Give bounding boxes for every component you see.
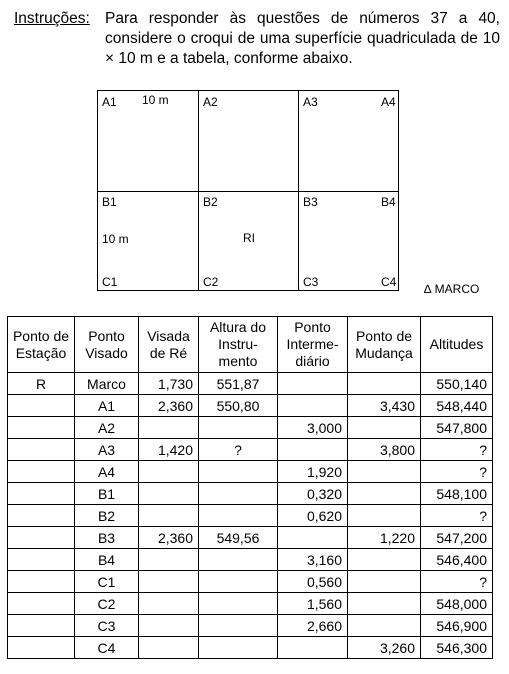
point-a4: A4 [381,95,396,109]
intermediario-cell: 0,320 [278,483,348,505]
visada-re-cell: 1,420 [139,439,199,461]
table-row [8,461,493,483]
altitude-cell: ? [421,461,493,483]
mudanca-cell [348,615,421,637]
header-altura-instrumento: Altura do Instru-mento [199,317,278,373]
point-a2: A2 [203,95,218,109]
table-row [8,571,493,593]
visado-cell: Marco [75,373,139,395]
mudanca-cell [348,593,421,615]
sketch-grid [97,90,399,291]
visado-cell: B2 [75,505,139,527]
visada-re-cell [139,417,199,439]
altitude-cell: 548,100 [421,483,493,505]
table-row [8,483,493,505]
altitude-cell: 550,140 [421,373,493,395]
estacao-cell [8,615,75,637]
marco-label: ∆ MARCO [424,282,480,296]
intermediario-cell [278,439,348,461]
visado-cell: B1 [75,483,139,505]
point-c4: C4 [381,275,397,289]
mudanca-cell [348,571,421,593]
table-header-row [8,317,493,373]
dimension-top: 10 m [142,93,169,107]
visada-re-cell: 2,360 [139,395,199,417]
header-ponto-mudanca: Ponto de Mudança [348,317,421,373]
visada-re-cell [139,461,199,483]
visada-re-cell [139,593,199,615]
table-row [8,439,493,461]
intermediario-cell [278,395,348,417]
visada-re-cell [139,483,199,505]
visado-cell: C2 [75,593,139,615]
mudanca-cell [348,483,421,505]
estacao-cell [8,395,75,417]
visado-cell: B4 [75,549,139,571]
point-b3: B3 [303,195,318,209]
intermediario-cell: 1,560 [278,593,348,615]
intermediario-cell: 0,560 [278,571,348,593]
point-a3: A3 [303,95,318,109]
table-row [8,615,493,637]
point-b1: B1 [102,195,117,209]
visada-re-cell [139,505,199,527]
table-row [8,505,493,527]
header-ponto-intermediario: Ponto Interme-diário [278,317,348,373]
mudanca-cell [348,549,421,571]
altura-cell [199,549,278,571]
visado-cell: A2 [75,417,139,439]
visado-cell: C1 [75,571,139,593]
altitude-cell: ? [421,439,493,461]
leveling-table [7,316,493,659]
intermediario-cell [278,637,348,659]
altura-cell [199,417,278,439]
altitude-cell: 548,440 [421,395,493,417]
mudanca-cell [348,373,421,395]
mudanca-cell [348,417,421,439]
estacao-cell [8,461,75,483]
intermediario-cell: 1,920 [278,461,348,483]
estacao-cell [8,505,75,527]
header-ponto-estacao: Ponto de Estação [8,317,75,373]
mudanca-cell [348,505,421,527]
intermediario-cell: 2,660 [278,615,348,637]
altura-cell: 551,87 [199,373,278,395]
altitude-cell: 547,800 [421,417,493,439]
estacao-cell [8,593,75,615]
table-row [8,593,493,615]
point-c1: C1 [102,275,118,289]
visada-re-cell [139,549,199,571]
point-b4: B4 [381,195,396,209]
table-row [8,395,493,417]
mudanca-cell: 3,430 [348,395,421,417]
point-a1: A1 [102,95,117,109]
mudanca-cell [348,461,421,483]
header-altitudes: Altitudes [421,317,493,373]
altura-cell [199,637,278,659]
visada-re-cell [139,615,199,637]
point-b2: B2 [203,195,218,209]
ri-label: RI [243,231,255,245]
dimension-left: 10 m [102,232,129,246]
altura-cell: 549,56 [199,527,278,549]
intermediario-cell: 3,160 [278,549,348,571]
point-c3: C3 [303,275,319,289]
visada-re-cell: 2,360 [139,527,199,549]
table-row [8,637,493,659]
altitude-cell: 546,300 [421,637,493,659]
altura-cell [199,461,278,483]
altura-cell [199,593,278,615]
intermediario-cell: 3,000 [278,417,348,439]
mudanca-cell: 3,800 [348,439,421,461]
intermediario-cell [278,527,348,549]
visado-cell: C4 [75,637,139,659]
altura-cell [199,483,278,505]
altura-cell [199,505,278,527]
estacao-cell [8,439,75,461]
point-c2: C2 [203,275,219,289]
altitude-cell: 546,400 [421,549,493,571]
table-row [8,417,493,439]
estacao-cell [8,483,75,505]
estacao-cell [8,549,75,571]
estacao-cell: R [8,373,75,395]
mudanca-cell: 1,220 [348,527,421,549]
visado-cell: A4 [75,461,139,483]
mudanca-cell: 3,260 [348,637,421,659]
table-row [8,527,493,549]
estacao-cell [8,417,75,439]
estacao-cell [8,637,75,659]
visado-cell: C3 [75,615,139,637]
estacao-cell [8,527,75,549]
table-row [8,549,493,571]
altura-cell [199,615,278,637]
table-row [8,373,493,395]
intermediario-cell [278,373,348,395]
instructions-text: Para responder às questões de números 37 a 40, considere o croqui de uma superfície quadriculada de 10 × 10 m e a tabela, conforme abaixo. [105,10,500,67]
visada-re-cell: 1,730 [139,373,199,395]
altitude-cell: ? [421,571,493,593]
visada-re-cell [139,571,199,593]
intermediario-cell: 0,620 [278,505,348,527]
visada-re-cell [139,637,199,659]
altitude-cell: 546,900 [421,615,493,637]
header-visada-re: Visada de Ré [139,317,199,373]
header-ponto-visado: Ponto Visado [75,317,139,373]
altura-cell: ? [199,439,278,461]
grid-line [98,191,398,192]
visado-cell: A1 [75,395,139,417]
instructions-label: Instruções: [14,10,90,27]
altura-cell [199,571,278,593]
altura-cell: 550,80 [199,395,278,417]
altitude-cell: 547,200 [421,527,493,549]
altitude-cell: ? [421,505,493,527]
visado-cell: B3 [75,527,139,549]
estacao-cell [8,571,75,593]
altitude-cell: 548,000 [421,593,493,615]
visado-cell: A3 [75,439,139,461]
